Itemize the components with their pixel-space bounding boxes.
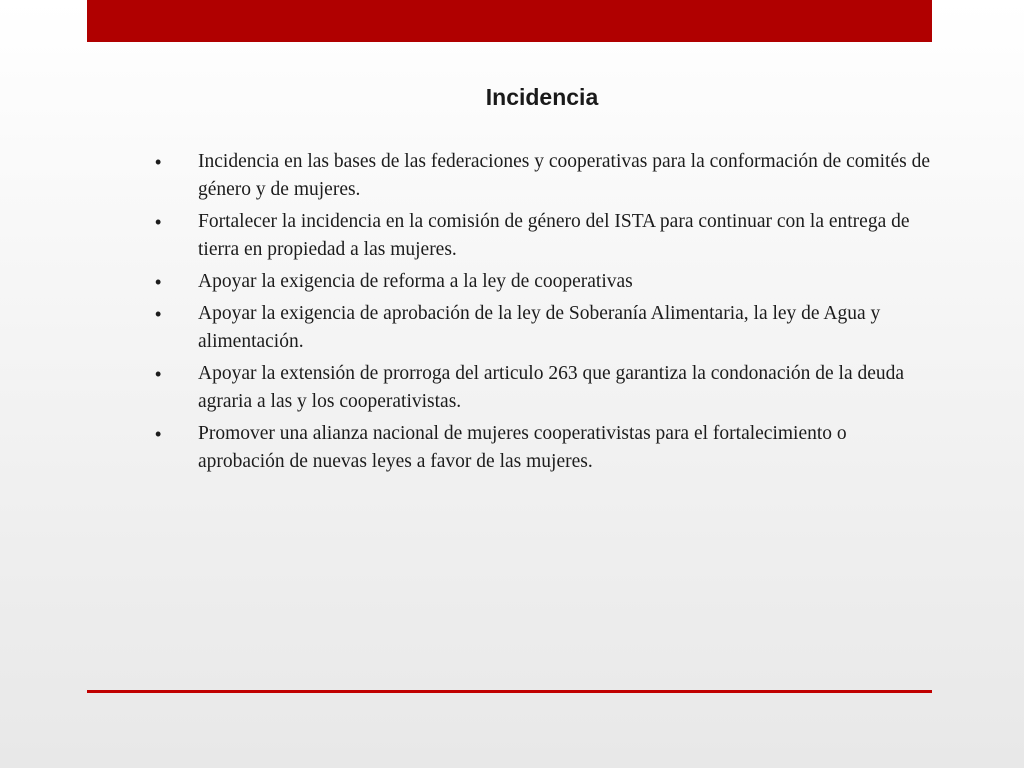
bullet-icon: • (155, 152, 162, 172)
bullet-icon: • (155, 364, 162, 384)
bullet-icon: • (155, 424, 162, 444)
top-accent-bar (87, 0, 932, 42)
bottom-divider (87, 690, 932, 693)
bullet-text: Apoyar la extensión de prorroga del articulo 263 que garantiza la condonación de la deuda agraria a las y los cooperativistas. (198, 363, 905, 412)
list-item (155, 360, 935, 416)
slide-title: Incidencia (485, 84, 599, 110)
bullet-text: Incidencia en las bases de las federaciones y cooperativas para la conformación de comités de género y de mujeres. (198, 151, 931, 200)
list-item (155, 420, 935, 476)
bullet-text: Fortalecer la incidencia en la comisión de género del ISTA para continuar con la entrega de tierra en propiedad a las mujeres. (198, 211, 910, 260)
bullet-text: Apoyar la exigencia de reforma a la ley de cooperativas (198, 271, 633, 292)
list-item (155, 300, 935, 356)
list-item (155, 148, 935, 204)
bullet-icon: • (155, 272, 162, 292)
bullet-list (155, 148, 935, 480)
bullet-icon: • (155, 212, 162, 232)
bullet-text: Promover una alianza nacional de mujeres cooperativistas para el fortalecimiento o aprobación de nuevas leyes a favor de las mujeres. (198, 423, 847, 472)
list-item (155, 208, 935, 264)
bullet-icon: • (155, 304, 162, 324)
bullet-text: Apoyar la exigencia de aprobación de la ley de Soberanía Alimentaria, la ley de Agua y alimentación. (198, 303, 881, 352)
list-item (155, 268, 935, 296)
